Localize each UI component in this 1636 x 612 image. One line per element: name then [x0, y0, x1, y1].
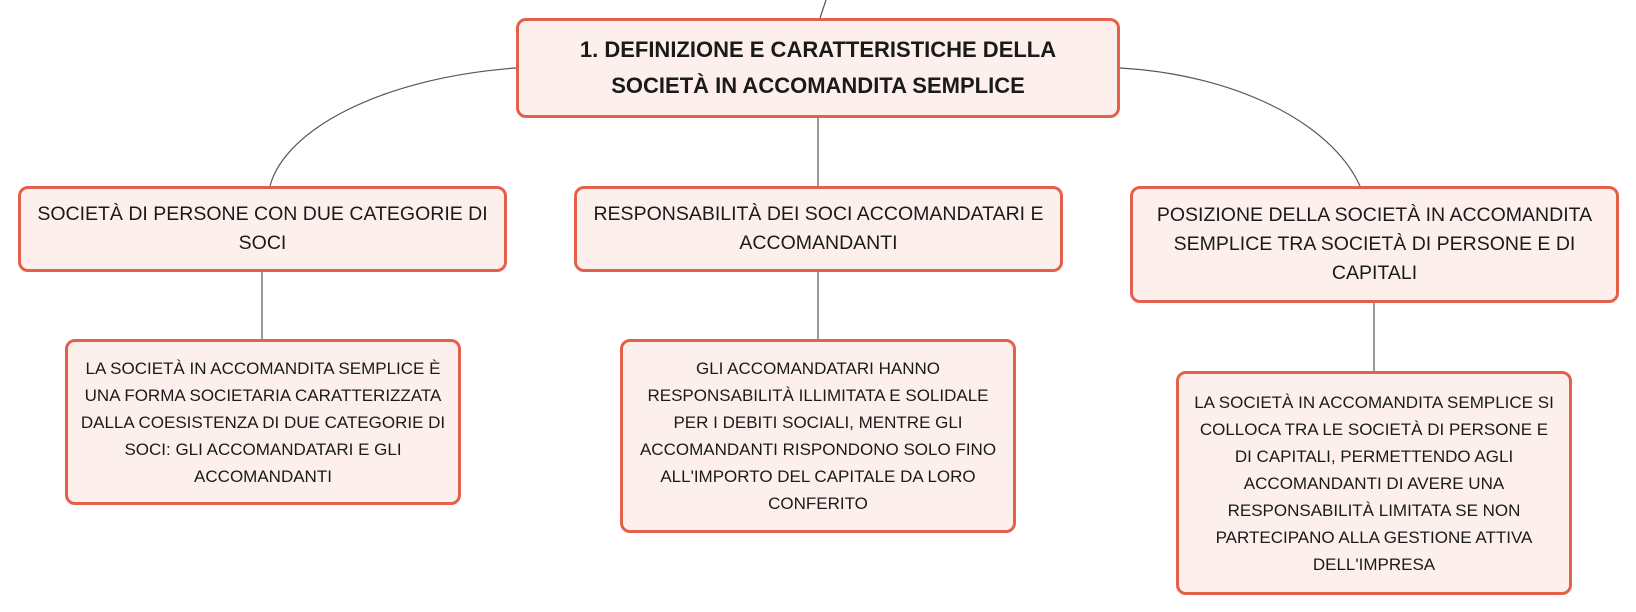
- detail-topic-label: LA SOCIETÀ IN ACCOMANDITA SEMPLICE È UNA FORMA SOCIETARIA CARATTERIZZATA DALLA COESISTENZA DI DUE CATEGORIE DI SOCI: GLI ACCOMANDATARI E GLI ACCOMANDANTI: [80, 358, 446, 486]
- detail-topic-position[interactable]: [1176, 371, 1572, 595]
- branch-topic-position[interactable]: [1130, 186, 1619, 303]
- detail-topic-responsibility[interactable]: [620, 339, 1016, 533]
- branch-topic-label: POSIZIONE DELLA SOCIETÀ IN ACCOMANDITA SEMPLICE TRA SOCIETÀ DI PERSONE E DI CAPITALI: [1156, 204, 1593, 284]
- root-topic-label: 1. DEFINIZIONE E CARATTERISTICHE DELLA SOCIETÀ IN ACCOMANDITA SEMPLICE: [579, 37, 1057, 98]
- root-topic[interactable]: [516, 18, 1120, 118]
- branch-topic-label: SOCIETÀ DI PERSONE CON DUE CATEGORIE DI SOCI: [37, 203, 488, 254]
- detail-topic-label: GLI ACCOMANDATARI HANNO RESPONSABILITÀ ILLIMITATA E SOLIDALE PER I DEBITI SOCIALI, MENTRE GLI ACCOMANDANTI RISPONDONO SOLO FINO ALL'IMPORTO DEL CAPITALE DA LORO CONFERITO: [639, 359, 997, 513]
- detail-topic-categories[interactable]: [65, 339, 461, 505]
- connector-root-to-branch-3: [1120, 68, 1360, 186]
- connector-parent: [820, 0, 826, 18]
- branch-topic-label: RESPONSABILITÀ DEI SOCI ACCOMANDATARI E ACCOMANDANTI: [593, 203, 1044, 254]
- branch-topic-categories[interactable]: [18, 186, 507, 272]
- detail-topic-label: LA SOCIETÀ IN ACCOMANDITA SEMPLICE SI COLLOCA TRA LE SOCIETÀ DI PERSONE E DI CAPITALI, PERMETTENDO AGLI ACCOMANDANTI DI AVERE UNA RESPONSABILITÀ LIMITATA SE NON PARTECIPANO ALLA GESTIONE ATTIVA DELL'IMPRESA: [1194, 392, 1554, 574]
- branch-topic-responsibility[interactable]: [574, 186, 1063, 272]
- connector-root-to-branch-1: [270, 68, 516, 186]
